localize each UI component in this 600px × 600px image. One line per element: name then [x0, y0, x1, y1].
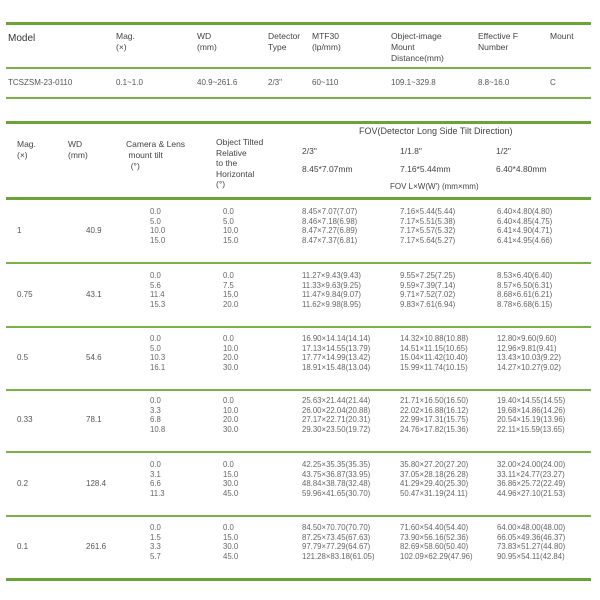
fov-header-camera-tilt: Camera & Lens mount tilt (°): [126, 139, 186, 171]
fov-header-detector-118: 1/1.8": [400, 146, 422, 156]
fov-cell-fov-12: 6.40×4.80(4.80): [497, 207, 553, 216]
fov-cell-camera-tilt: 5.0: [150, 216, 161, 226]
fov-cell-fov-118: 41.29×29.40(25.30): [400, 479, 469, 489]
fov-cell-fov-118: 9.59×7.39(7.14): [400, 280, 456, 290]
fov-group-wd: 78.1: [86, 415, 102, 424]
fov-cell-fov-12: 66.05×49.36(46.37): [497, 532, 566, 542]
fov-cell-fov-12: 33.11×24.77(23.27): [497, 469, 565, 479]
fov-cell-fov-12: 8.53×6.40(6.40): [497, 271, 553, 280]
fov-cell-object-tilt: 30.0: [223, 479, 239, 489]
fov-group-wd: 43.1: [86, 290, 102, 299]
fov-cell-fov-12: 73.83×51.27(44.80): [497, 542, 566, 552]
fov-cell-fov-23: 87.25×73.45(67.63): [302, 532, 371, 542]
spec-header-f-number: Effective F Number: [478, 31, 518, 52]
spec-cell-f-number: 8.8~16.0: [478, 78, 510, 87]
fov-header-unit: FOV L×W(W') (mm×mm): [390, 182, 479, 191]
fov-cell-camera-tilt: 11.4: [150, 290, 165, 300]
fov-cell-fov-118: 15.99×11.74(10.15): [400, 362, 468, 372]
fov-group-object-tilt-column: [223, 207, 238, 245]
fov-cell-camera-tilt: 0.0: [150, 396, 161, 405]
fov-group-wd: 40.9: [86, 226, 102, 235]
fov-cell-object-tilt: 20.0: [223, 299, 239, 309]
fov-cell-camera-tilt: 5.6: [150, 280, 161, 290]
fov-cell-camera-tilt: 10.0: [150, 226, 166, 236]
fov-cell-object-tilt: 10.0: [223, 343, 239, 353]
fov-group-fov-12-column: [497, 271, 552, 309]
fov-cell-fov-12: 14.27×10.27(9.02): [497, 362, 561, 372]
fov-cell-camera-tilt: 0.0: [150, 523, 161, 532]
fov-cell-camera-tilt: 6.6: [150, 479, 161, 489]
fov-group-camera-tilt-column: [150, 271, 165, 309]
fov-cell-object-tilt: 0.0: [223, 396, 234, 405]
fov-cell-fov-12: 8.68×6.61(6.21): [497, 290, 553, 300]
fov-cell-fov-118: 7.17×5.64(5.27): [400, 235, 456, 245]
fov-group-object-tilt-column: [223, 334, 238, 372]
fov-cell-object-tilt: 20.0: [223, 415, 239, 425]
fov-cell-fov-23: 121.28×83.18(61.05): [302, 551, 375, 561]
fov-cell-fov-118: 22.02×16.88(16.12): [400, 405, 469, 415]
fov-cell-fov-23: 11.47×9.84(9.07): [302, 290, 362, 300]
fov-cell-fov-12: 19.68×14.86(14.26): [497, 405, 566, 415]
fov-cell-fov-23: 84.50×70.70(70.70): [302, 523, 371, 532]
fov-cell-camera-tilt: 11.3: [150, 488, 165, 498]
fov-cell-camera-tilt: 0.0: [150, 460, 161, 469]
fov-cell-camera-tilt: 16.1: [150, 362, 166, 372]
fov-group-rule: [6, 515, 591, 517]
spec-header-mag: Mag. (×): [116, 31, 135, 52]
fov-group-rule: [6, 389, 591, 391]
fov-cell-object-tilt: 0.0: [223, 334, 234, 343]
fov-cell-camera-tilt: 5.7: [150, 551, 161, 561]
fov-cell-fov-23: 17.13×14.55(13.79): [302, 343, 371, 353]
spec-cell-mtf30: 60~110: [312, 78, 339, 87]
fov-group-mag: 1: [17, 226, 22, 235]
fov-cell-object-tilt: 15.0: [223, 469, 239, 479]
fov-cell-camera-tilt: 1.5: [150, 532, 161, 542]
fov-cell-fov-23: 8.45×7.07(7.07): [302, 207, 358, 216]
fov-cell-object-tilt: 15.0: [223, 235, 239, 245]
fov-group-camera-tilt-column: [150, 334, 165, 372]
fov-group-fov-118-column: [400, 271, 455, 309]
fov-cell-object-tilt: 5.0: [223, 216, 234, 226]
fov-header-title: FOV(Detector Long Side Tilt Direction): [359, 126, 513, 136]
fov-header-detector-23: 2/3": [302, 146, 317, 156]
fov-group-object-tilt-column: [223, 460, 238, 498]
fov-group-camera-tilt-column: [150, 460, 165, 498]
fov-cell-fov-12: 44.96×27.10(21.53): [497, 488, 566, 498]
fov-cell-object-tilt: 15.0: [223, 532, 239, 542]
fov-cell-fov-118: 22.99×17.31(15.75): [400, 415, 469, 425]
fov-cell-fov-12: 8.78×6.68(6.15): [497, 299, 553, 309]
fov-cell-fov-23: 42.25×35.35(35.35): [302, 460, 371, 469]
fov-group-fov-12-column: [497, 334, 561, 372]
fov-cell-fov-118: 102.09×62.29(47.96): [400, 551, 473, 561]
fov-group-fov-118-column: [400, 460, 468, 498]
fov-header-wd: WD (mm): [68, 139, 88, 160]
fov-group-fov-118-column: [400, 523, 473, 561]
fov-cell-fov-23: 11.27×9.43(9.43): [302, 271, 362, 280]
fov-cell-object-tilt: 7.5: [223, 280, 234, 290]
fov-group-fov-12-column: [497, 396, 565, 434]
fov-cell-fov-12: 32.00×24.00(24.00): [497, 460, 566, 469]
fov-cell-object-tilt: 15.0: [223, 290, 239, 300]
fov-cell-fov-23: 11.33×9.63(9.25): [302, 280, 362, 290]
fov-group-fov-118-column: [400, 207, 455, 245]
fov-group-rule: [6, 578, 591, 581]
fov-cell-fov-12: 13.43×10.03(9.22): [497, 353, 561, 363]
fov-group-mag: 0.33: [17, 415, 33, 424]
fov-header-object-tilt: Object Tilted Relative to the Horizontal (°): [216, 137, 264, 189]
fov-group-mag: 0.1: [17, 542, 29, 551]
fov-group-fov-23-column: [302, 334, 370, 372]
fov-cell-object-tilt: 30.0: [223, 424, 239, 434]
spec-table-bottom-rule: [6, 97, 591, 99]
fov-cell-fov-118: 9.71×7.52(7.02): [400, 290, 456, 300]
fov-header-detector-12: 1/2": [496, 146, 511, 156]
fov-cell-fov-23: 48.84×38.78(32.48): [302, 479, 371, 489]
fov-cell-object-tilt: 0.0: [223, 460, 234, 469]
fov-cell-fov-23: 8.46×7.18(6.98): [302, 216, 358, 226]
fov-cell-object-tilt: 0.0: [223, 523, 234, 532]
fov-cell-fov-23: 18.91×15.48(13.04): [302, 362, 371, 372]
fov-cell-object-tilt: 30.0: [223, 362, 239, 372]
fov-cell-fov-12: 8.57×6.50(6.31): [497, 280, 553, 290]
fov-cell-fov-23: 26.00×22.04(20.88): [302, 405, 371, 415]
fov-cell-fov-118: 50.47×31.19(24.11): [400, 488, 468, 498]
fov-cell-fov-12: 64.00×48.00(48.00): [497, 523, 566, 532]
fov-cell-fov-118: 71.60×54.40(54.40): [400, 523, 469, 532]
fov-group-rule: [6, 262, 591, 264]
fov-group-object-tilt-column: [223, 523, 238, 561]
fov-cell-fov-118: 21.71×16.50(16.50): [400, 396, 469, 405]
fov-cell-fov-23: 27.17×22.71(20.31): [302, 415, 371, 425]
fov-group-camera-tilt-column: [150, 207, 165, 245]
fov-group-fov-12-column: [497, 460, 565, 498]
fov-cell-camera-tilt: 5.0: [150, 343, 161, 353]
fov-cell-camera-tilt: 3.3: [150, 405, 161, 415]
fov-cell-fov-118: 9.55×7.25(7.25): [400, 271, 456, 280]
fov-header-size-12: 6.40*4.80mm: [496, 164, 547, 174]
fov-cell-fov-23: 11.62×9.98(8.95): [302, 299, 362, 309]
fov-group-fov-23-column: [302, 271, 361, 309]
fov-cell-object-tilt: 0.0: [223, 271, 234, 280]
fov-cell-fov-118: 24.76×17.82(15.36): [400, 424, 469, 434]
spec-table-top-rule: [6, 22, 591, 25]
fov-cell-camera-tilt: 15.0: [150, 235, 166, 245]
fov-cell-fov-12: 6.41×4.95(4.66): [497, 235, 553, 245]
spec-header-detector-type: Detector Type: [268, 31, 301, 52]
spec-table-header-rule: [6, 67, 591, 69]
fov-group-fov-118-column: [400, 396, 468, 434]
fov-group-rule: [6, 451, 591, 453]
fov-group-rule: [6, 326, 591, 328]
fov-cell-object-tilt: 45.0: [223, 551, 239, 561]
fov-cell-camera-tilt: 3.3: [150, 542, 161, 552]
fov-cell-fov-12: 12.96×9.81(9.41): [497, 343, 557, 353]
fov-cell-fov-23: 43.75×36.87(33.95): [302, 469, 371, 479]
fov-group-fov-12-column: [497, 523, 565, 561]
fov-cell-fov-12: 12.80×9.60(9.60): [497, 334, 557, 343]
fov-cell-fov-12: 20.54×15.19(13.96): [497, 415, 566, 425]
fov-cell-object-tilt: 10.0: [223, 405, 239, 415]
fov-cell-fov-118: 35.80×27.20(27.20): [400, 460, 469, 469]
fov-table-header-rule: [6, 197, 591, 200]
fov-cell-fov-23: 59.96×41.65(30.70): [302, 488, 371, 498]
fov-group-wd: 54.6: [86, 353, 102, 362]
fov-cell-camera-tilt: 3.1: [150, 469, 161, 479]
spec-cell-mag: 0.1~1.0: [116, 78, 143, 87]
fov-cell-fov-118: 73.90×56.16(52.36): [400, 532, 469, 542]
fov-group-mag: 0.2: [17, 479, 29, 488]
fov-cell-camera-tilt: 10.8: [150, 424, 166, 434]
fov-cell-fov-23: 17.77×14.99(13.42): [302, 353, 371, 363]
fov-cell-fov-118: 7.17×5.51(5.38): [400, 216, 456, 226]
fov-header-size-23: 8.45*7.07mm: [302, 164, 353, 174]
fov-cell-fov-23: 25.63×21.44(21.44): [302, 396, 371, 405]
fov-group-fov-23-column: [302, 396, 370, 434]
fov-cell-camera-tilt: 6.8: [150, 415, 161, 425]
fov-cell-camera-tilt: 0.0: [150, 334, 161, 343]
spec-cell-mount-distance: 109.1~329.8: [391, 78, 436, 87]
fov-cell-object-tilt: 30.0: [223, 542, 239, 552]
fov-cell-fov-118: 37.05×28.18(26.28): [400, 469, 469, 479]
spec-header-mount: Mount: [550, 31, 574, 41]
spec-cell-wd: 40.9~261.6: [197, 78, 238, 87]
fov-cell-camera-tilt: 0.0: [150, 271, 161, 280]
fov-group-fov-23-column: [302, 207, 357, 245]
fov-cell-fov-23: 16.90×14.14(14.14): [302, 334, 371, 343]
spec-cell-mount: C: [550, 78, 556, 87]
fov-group-mag: 0.5: [17, 353, 29, 362]
fov-group-fov-23-column: [302, 523, 375, 561]
fov-cell-fov-118: 7.17×5.57(5.32): [400, 226, 456, 236]
fov-group-fov-23-column: [302, 460, 370, 498]
fov-cell-fov-12: 22.11×15.59(13.65): [497, 424, 565, 434]
fov-group-wd: 261.6: [86, 542, 107, 551]
spec-header-mtf30: MTF30 (lp/mm): [312, 31, 341, 52]
fov-group-object-tilt-column: [223, 271, 238, 309]
spec-header-wd: WD (mm): [197, 31, 217, 52]
fov-group-mag: 0.75: [17, 290, 33, 299]
spec-cell-model: TCSZSM-23-0110: [8, 78, 73, 87]
fov-cell-fov-118: 7.16×5.44(5.44): [400, 207, 456, 216]
fov-cell-fov-23: 29.30×23.50(19.72): [302, 424, 371, 434]
fov-cell-camera-tilt: 15.3: [150, 299, 166, 309]
fov-cell-fov-12: 36.86×25.72(22.49): [497, 479, 566, 489]
fov-cell-fov-118: 15.04×11.42(10.40): [400, 353, 468, 363]
fov-cell-fov-12: 6.41×4.90(4.71): [497, 226, 553, 236]
fov-cell-fov-12: 19.40×14.55(14.55): [497, 396, 566, 405]
fov-cell-camera-tilt: 0.0: [150, 207, 161, 216]
fov-header-size-118: 7.16*5.44mm: [400, 164, 451, 174]
fov-cell-object-tilt: 10.0: [223, 226, 239, 236]
fov-cell-fov-118: 82.69×58.60(50.40): [400, 542, 469, 552]
fov-cell-fov-12: 90.95×54.11(42.84): [497, 551, 565, 561]
fov-cell-fov-118: 14.51×11.15(10.65): [400, 343, 468, 353]
fov-cell-fov-118: 14.32×10.88(10.88): [400, 334, 469, 343]
fov-group-wd: 128.4: [86, 479, 107, 488]
fov-cell-fov-23: 8.47×7.27(6.89): [302, 226, 358, 236]
fov-cell-object-tilt: 0.0: [223, 207, 234, 216]
spec-cell-detector-type: 2/3": [268, 78, 282, 87]
fov-group-fov-118-column: [400, 334, 468, 372]
fov-cell-camera-tilt: 10.3: [150, 353, 166, 363]
fov-cell-fov-23: 8.47×7.37(6.81): [302, 235, 358, 245]
fov-group-camera-tilt-column: [150, 396, 165, 434]
fov-cell-fov-12: 6.40×4.85(4.75): [497, 216, 553, 226]
fov-header-mag: Mag. (×): [17, 139, 36, 160]
fov-group-camera-tilt-column: [150, 523, 161, 561]
spec-header-model: Model: [8, 33, 36, 44]
fov-group-object-tilt-column: [223, 396, 238, 434]
fov-cell-fov-23: 97.79×77.29(64.67): [302, 542, 371, 552]
fov-cell-object-tilt: 20.0: [223, 353, 239, 363]
spec-header-mount-distance: Object-image Mount Distance(mm): [391, 31, 444, 63]
fov-cell-fov-118: 9.83×7.61(6.94): [400, 299, 456, 309]
fov-table-top-rule: [6, 121, 591, 124]
fov-group-fov-12-column: [497, 207, 552, 245]
fov-cell-object-tilt: 45.0: [223, 488, 239, 498]
